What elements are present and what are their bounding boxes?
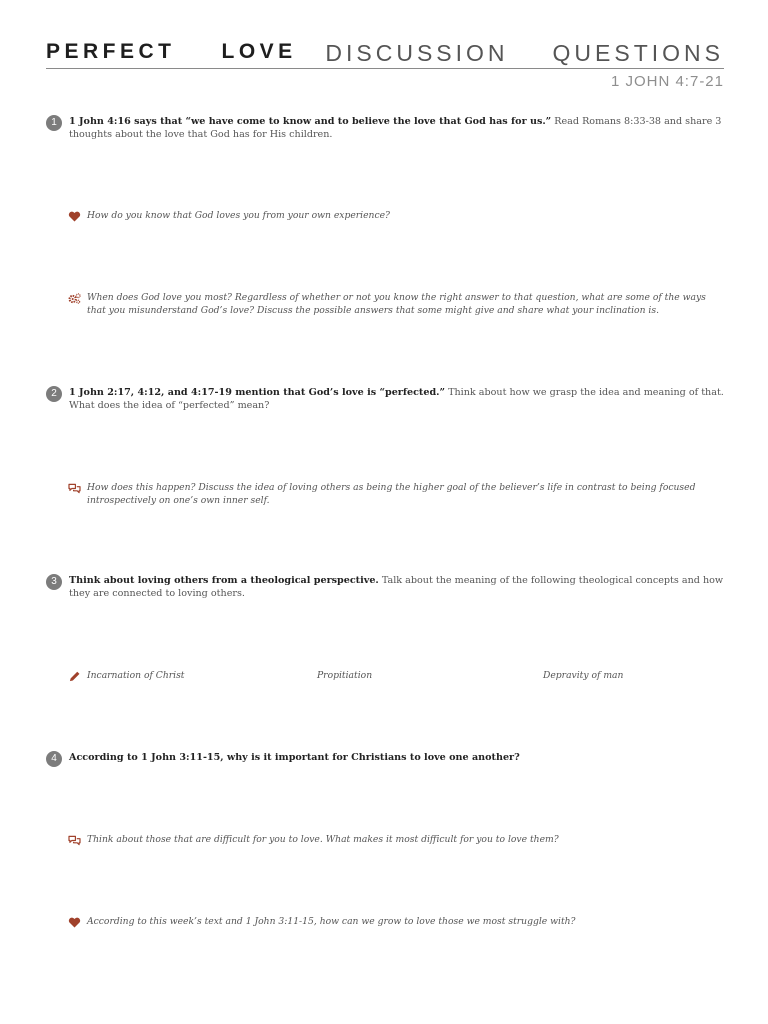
followup-1b — [68, 292, 726, 317]
question-4 — [46, 751, 726, 765]
question-number: 3 — [46, 574, 62, 590]
question-number: 1 — [46, 115, 62, 131]
question-body: Talk about the meaning of the following theological concepts and how they are connected to loving others. — [69, 575, 724, 599]
gears-icon — [68, 293, 81, 304]
question-2 — [46, 386, 726, 412]
term-propitiation: Propitiation — [317, 670, 373, 681]
followup-4b — [68, 916, 726, 929]
followup-1a — [68, 210, 726, 223]
heart-icon — [68, 211, 81, 222]
header — [46, 40, 724, 69]
title-word-discussion: DISCUSSION — [325, 40, 509, 66]
question-lead: 1 John 2:17, 4:12, and 4:17-19 mention that God’s love is “perfected.” — [69, 387, 446, 398]
question-lead: 1 John 4:16 says that “we have come to know and to believe the love that God has for us.” — [69, 116, 552, 127]
question-1 — [46, 115, 726, 141]
question-lead: According to 1 John 3:11-15, why is it important for Christians to love one another? — [69, 752, 520, 763]
question-number: 4 — [46, 751, 62, 767]
followup-text: How do you know that God loves you from your own experience? — [87, 210, 390, 221]
speech-bubbles-icon — [68, 483, 81, 494]
speech-bubbles-icon — [68, 835, 81, 846]
question-body: Read Romans 8:33-38 and share 3 thoughts about the love that God has for His children. — [69, 116, 722, 140]
followup-text: When does God love you most? Regardless of whether or not you know the right answer to that question, what are some of the ways that you misunderstand God’s love? Discuss the possible answers that some might give and share what your inclination is. — [87, 292, 706, 316]
question-number: 2 — [46, 386, 62, 402]
followup-2a — [68, 482, 726, 507]
heart-icon — [68, 917, 81, 928]
followup-text: How does this happen? Discuss the idea of loving others as being the higher goal of the believer’s life in contrast to being focused introspectively on one’s own inner self. — [87, 482, 696, 506]
followup-text: According to this week’s text and 1 John 3:11-15, how can we grow to love those we most struggle with? — [87, 916, 576, 927]
question-3 — [46, 574, 726, 600]
question-lead: Think about loving others from a theological perspective. — [69, 575, 379, 586]
term-depravity: Depravity of man — [543, 670, 624, 681]
document-title — [46, 40, 297, 64]
title-word-love: LOVE — [221, 40, 297, 63]
title-word-perfect: PERFECT — [46, 40, 176, 63]
title-word-questions: QUESTIONS — [552, 40, 724, 66]
question-body: Think about how we grasp the idea and meaning of that. What does the idea of “perfected” mean? — [69, 387, 724, 411]
section-title — [325, 40, 724, 67]
pencil-icon — [68, 671, 81, 682]
followup-4a — [68, 834, 726, 847]
scripture-reference: 1 JOHN 4:7-21 — [610, 73, 724, 90]
followup-text: Think about those that are difficult for you to love. What makes it most difficult for you to love them? — [87, 834, 559, 845]
term-incarnation: Incarnation of Christ — [87, 670, 185, 681]
